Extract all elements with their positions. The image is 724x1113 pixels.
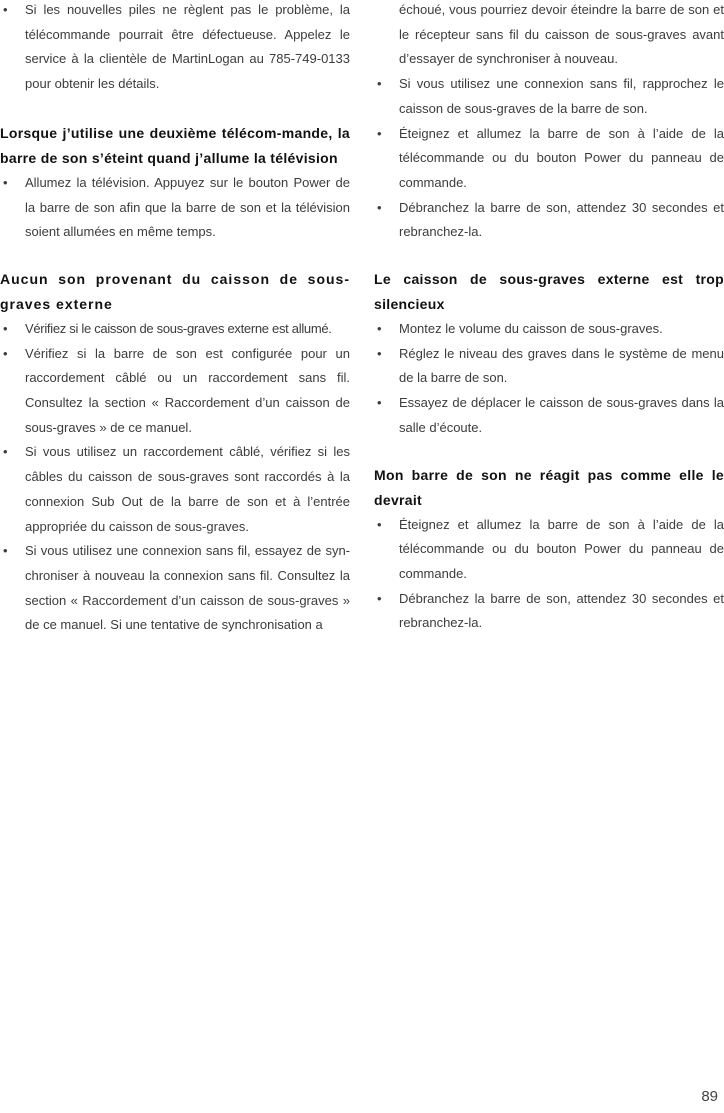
list-item: • Essayez de déplacer le caisson de sous-graves dans la salle d’écoute. <box>374 391 724 440</box>
list-item: • Si vous utilisez une connexion sans fil, rapprochez le caisson de sous-graves de la barre de son. <box>374 72 724 121</box>
list-item: • Si vous utilisez un raccordement câblé, vérifiez si les câbles du caisson de sous-graves sont raccordés à la connexion Sub Out de la barre de son et à l’entrée appropriée du caisson de sous-graves. <box>0 440 350 539</box>
list-item: • Vérifiez si le caisson de sous-graves externe est allumé. <box>0 317 350 342</box>
list-item: • Montez le volume du caisson de sous-graves. <box>374 317 724 342</box>
list-item: • Si vous utilisez une connexion sans fil, essayez de syn-chroniser à nouveau la connexion sans fil. Consultez la section « Raccordement d’un caisson de sous-graves » de ce manuel. Si une tentative de synchronisation a <box>0 539 350 638</box>
section-list <box>374 513 724 637</box>
list-item: • Allumez la télévision. Appuyez sur le bouton Power de la barre de son afin que la barre de son et la télévision soient allumées en même temps. <box>0 171 350 245</box>
section-list <box>0 317 350 638</box>
left-column <box>0 0 350 638</box>
section-list <box>374 317 724 441</box>
section-heading: Aucun son provenant du caisson de sous-graves externe <box>0 270 350 312</box>
section-heading: Mon barre de son ne réagit pas comme elle le devrait <box>374 466 724 508</box>
section-heading: Le caisson de sous-graves externe est trop silencieux <box>374 271 724 313</box>
section-heading: Lorsque j’utilise une deuxième télécom-mande, la barre de son s’éteint quand j’allume la télévision <box>0 124 350 166</box>
continued-text: échoué, vous pourriez devoir éteindre la barre de son et le récepteur sans fil du caisson de sous-graves avant d’essayer de synchroniser à nouveau. <box>399 2 724 67</box>
section-list <box>0 171 350 245</box>
section-subwoofer <box>0 267 350 638</box>
list-item: • Vérifiez si la barre de son est configurée pour un raccordement câblé ou un raccordement sans fil. Consultez la section « Raccordement d’un caisson de sous-graves » de ce manuel. <box>0 342 350 441</box>
page-number: 89 <box>701 1088 718 1105</box>
section-remote <box>0 121 350 245</box>
list-item: • Réglez le niveau des graves dans le système de menu de la barre de son. <box>374 342 724 391</box>
list-item: • Si les nouvelles piles ne règlent pas le problème, la télécommande pourrait être défectueuse. Appelez le service à la clientèle de MartinLogan au 785-749-0133 pour obtenir les détails. <box>0 0 350 97</box>
list-item: • Éteignez et allumez la barre de son à l’aide de la télécommande ou du bouton Power du panneau de commande. <box>374 122 724 196</box>
continued-list <box>374 72 724 245</box>
list-item: • Débranchez la barre de son, attendez 30 secondes et rebranchez-la. <box>374 196 724 245</box>
intro-list <box>0 0 350 97</box>
section-behave <box>374 463 724 637</box>
right-column <box>374 0 724 636</box>
list-item: • Éteignez et allumez la barre de son à l’aide de la télécommande ou du bouton Power du panneau de commande. <box>374 513 724 587</box>
section-quiet <box>374 267 724 441</box>
list-item: • Débranchez la barre de son, attendez 30 secondes et rebranchez-la. <box>374 587 724 636</box>
